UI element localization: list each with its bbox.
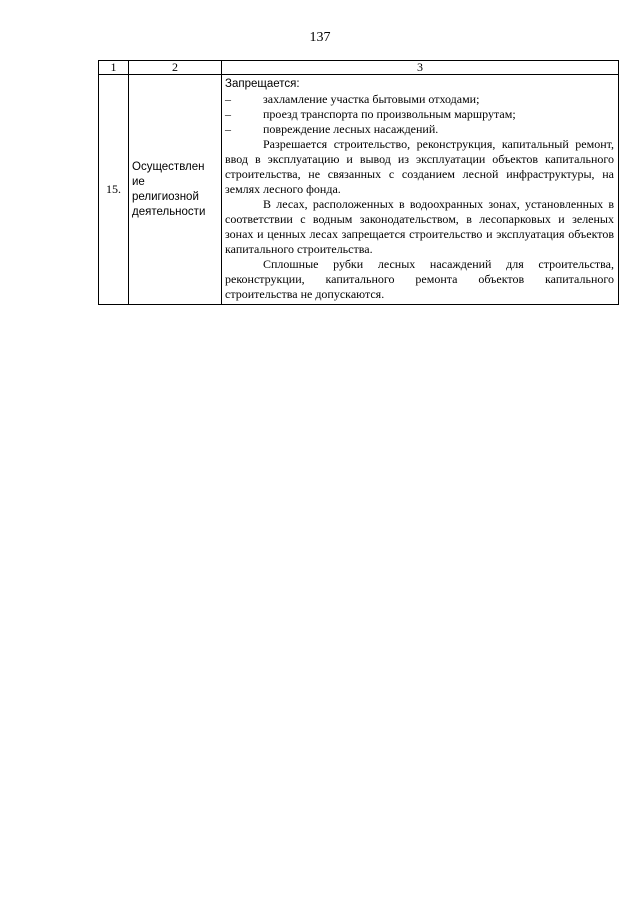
activity-name-line: религиозной <box>132 190 199 203</box>
paragraph-construction-permitted: Разрешается строительство, реконструкция, капитальный ремонт, ввод в эксплуатацию и вывод из эксплуатации объектов капитального строительства, не связанных с созданием лесной инфраструктуры, на землях лесного фонда. <box>225 137 614 196</box>
list-item <box>225 122 614 137</box>
table-row <box>99 75 619 305</box>
activity-name-line: деятельности <box>132 205 206 218</box>
activity-name-line: ие <box>132 175 145 188</box>
activity-name-line: Осуществлен <box>132 160 205 173</box>
header-col-2: 2 <box>129 61 222 75</box>
dash-marker: – <box>225 92 231 106</box>
table-header-row <box>99 61 619 75</box>
dash-marker: – <box>225 107 231 121</box>
prohibited-heading: Запрещается: <box>225 78 300 90</box>
paragraph-clear-cutting: Сплошные рубки лесных насаждений для строительства, реконструкции, капитального ремонта объектов капитального строительства не допускаются. <box>225 257 614 301</box>
dash-marker: – <box>225 122 231 136</box>
header-col-1: 1 <box>99 61 129 75</box>
list-item <box>225 107 614 122</box>
row-number: 15. <box>99 75 129 305</box>
regulation-table <box>98 60 619 305</box>
page-number: 137 <box>309 30 331 45</box>
list-item-text: захламление участка бытовыми отходами; <box>263 92 480 106</box>
activity-name-cell <box>129 75 222 305</box>
paragraph-water-protection-zones: В лесах, расположенных в водоохранных зонах, установленных в соответствии с водным законодательством, в лесопарковых и зеленых зонах и ценных лесах запрещается строительство и эксплуатация объектов капитального строительства. <box>225 197 614 256</box>
list-item <box>225 92 614 107</box>
list-item-text: проезд транспорта по произвольным маршрутам; <box>263 107 516 121</box>
header-col-3: 3 <box>222 61 619 75</box>
list-item-text: повреждение лесных насаждений. <box>263 122 439 136</box>
regulation-content-cell <box>222 75 619 305</box>
